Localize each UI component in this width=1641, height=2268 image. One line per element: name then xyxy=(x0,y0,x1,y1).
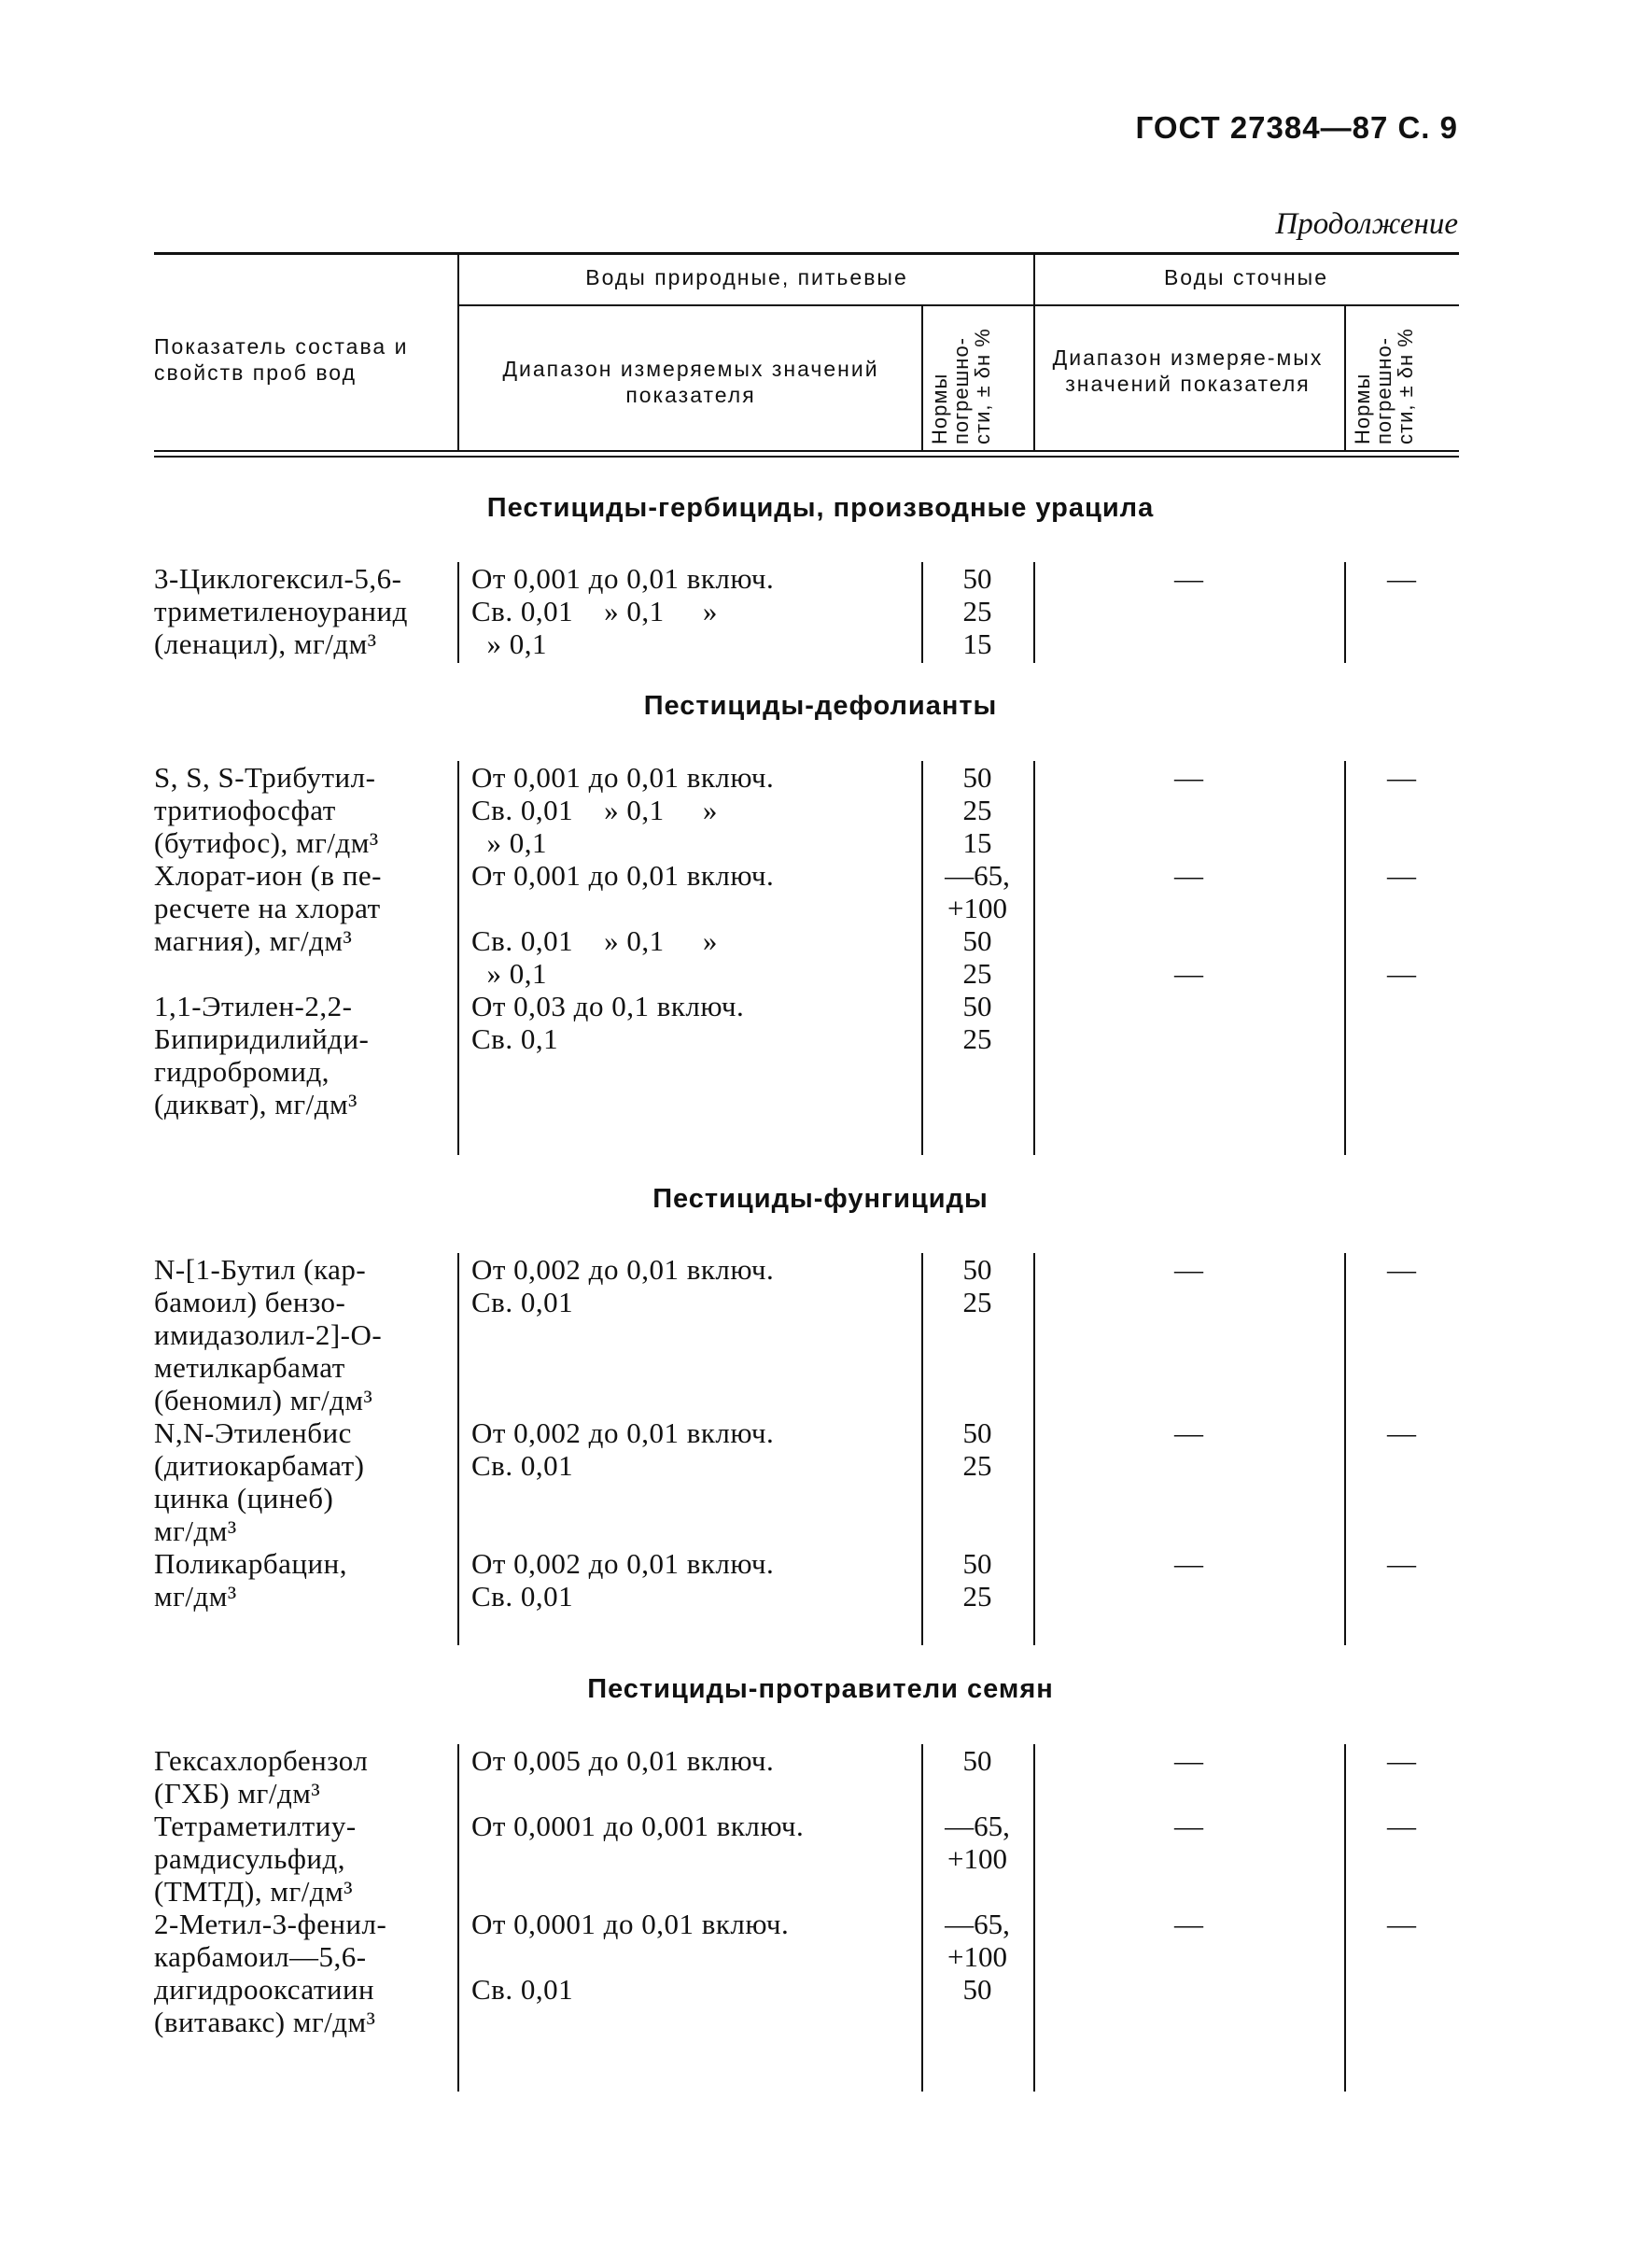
header-sub-rule xyxy=(457,304,1459,306)
group-natural-heading: Воды природные, питьевые xyxy=(585,265,908,289)
norm-waste-heading: Нормы погрешно- сти, ± δн % xyxy=(1351,328,1418,444)
range-waste-heading: Диапазон измеряе-мых значений показателя xyxy=(1052,345,1324,396)
section-title-herbicides: Пестициды-гербициды, производные урацила xyxy=(486,493,1155,523)
section-title-fungicides: Пестициды-фунгициды xyxy=(652,1184,989,1214)
section-defoliants-rows: S, S, S-Трибутил- тритиофосфат (бутифос), мг/дм³ От 0,001 до 0,01 включ. Св. 0,01 » 0,1 » » 0,1 50 25 15 — — Хлорат-ион (в пе- ресчете на хлорат магния), мг/дм³ От 0,001 до 0,01 включ. Св. 0,01 » 0,1 » » 0,1 —65, +100 50 25 — — 1,1-Этилен-2,2- Бипиридилийди- гидробромид, (дикват), мг/дм³ От 0,03 до 0,1 включ. Св. 0,1 50 25 — — xyxy=(154,761,1459,1155)
section-herbicides-rows: 3-Циклогексил-5,6- триметиленоуранид (ленацил), мг/дм³ От 0,001 до 0,01 включ. Св. 0,01 » 0,1 » » 0,1 50 25 15 — — xyxy=(154,562,1459,663)
section-title-seed-dressings: Пестициды-протравители семян xyxy=(587,1674,1054,1704)
table-header xyxy=(154,252,1459,465)
header-divider-4 xyxy=(1344,306,1346,450)
page-header: ГОСТ 27384—87 С. 9 xyxy=(1135,110,1458,145)
section-seed-dressings-rows: Гексахлорбензол (ГХБ) мг/дм³ От 0,005 до 0,01 включ. 50 — — Тетраметилтиу- рамдисульфид, (ТМТД), мг/дм³ От 0,0001 до 0,001 включ. —65, +100 — — 2-Метил-3-фенил- карбамоил—5,6- дигидрооксатиин (витавакс) мг/дм³ От 0,0001 до 0,01 включ. Св. 0,01 —65, +100 50 — — xyxy=(154,1744,1459,2092)
header-divider-2 xyxy=(1033,252,1035,450)
header-top-rule xyxy=(154,252,1459,255)
norm-natural-heading: Нормы погрешно- сти, ± δн % xyxy=(928,328,995,444)
header-divider-1 xyxy=(457,252,459,450)
group-waste-heading: Воды сточные xyxy=(1163,265,1329,289)
header-bottom-rule-1 xyxy=(154,450,1459,452)
col-indicator-heading: Показатель состава и свойств проб вод xyxy=(154,334,409,385)
section-fungicides-rows: N-[1-Бутил (кар- бамоил) бензо- имидазолил-2]-О- метилкарбамат (беномил) мг/дм³ От 0,002 до 0,01 включ. Св. 0,01 50 25 — — N,N-Этиленбис (дитиокарбамат) цинка (цинеб) мг/дм³ От 0,002 до 0,01 включ. Св. 0,01 50 25 — — Поликарбацин, мг/дм³ От 0,002 до 0,01 включ. Св. 0,01 50 25 — — xyxy=(154,1253,1459,1645)
continuation-label: Продолжение xyxy=(1275,207,1458,241)
header-bottom-rule-2 xyxy=(154,456,1459,458)
header-divider-3 xyxy=(921,306,923,450)
range-natural-heading: Диапазон измеряемых значений показателя xyxy=(502,357,879,407)
section-title-defoliants: Пестициды-дефолианты xyxy=(643,691,998,721)
